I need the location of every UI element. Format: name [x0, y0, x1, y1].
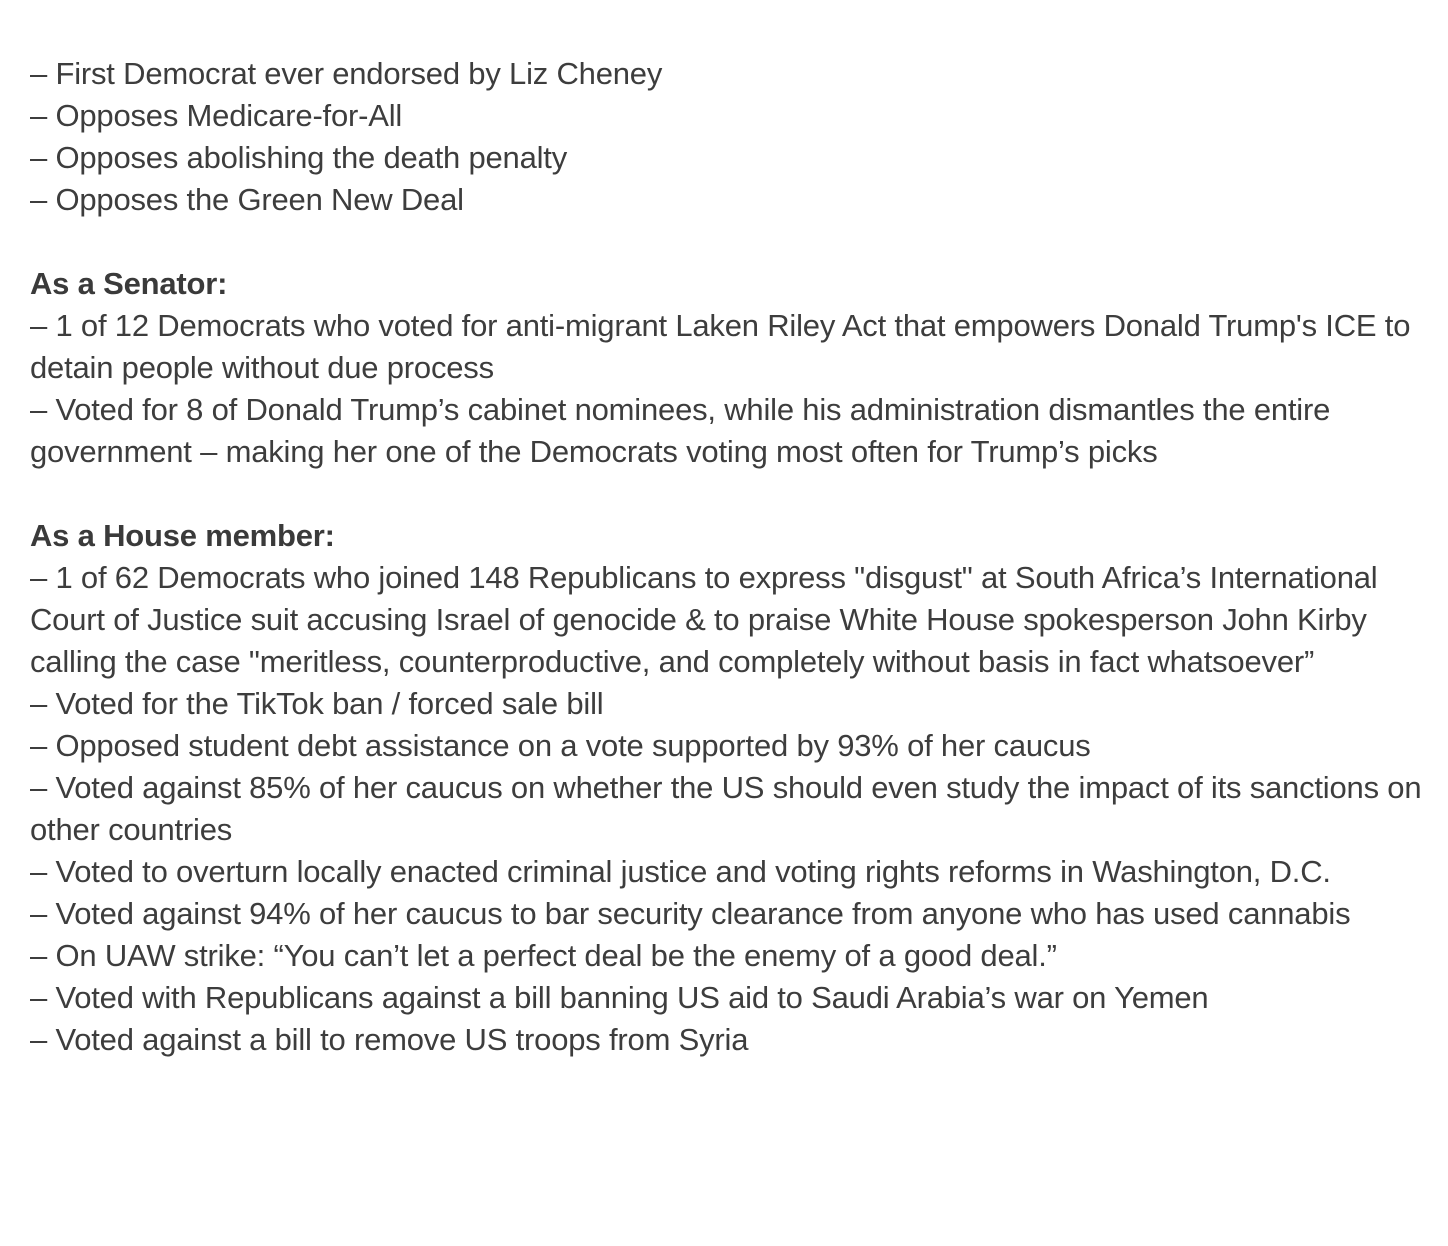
- senator-section: [30, 263, 1428, 473]
- list-item: – Opposes the Green New Deal: [30, 182, 464, 217]
- list-item: – 1 of 62 Democrats who joined 148 Republicans to express "disgust" at South Africa’s International Court of Justice suit accusing Israel of genocide & to praise White House spokesperson John Kirby calling the case "meritless, counterproductive, and completely without basis in fact whatsoever”: [30, 560, 1386, 679]
- list-item: – Opposes abolishing the death penalty: [30, 140, 568, 175]
- house-section: [30, 515, 1428, 1061]
- section-spacer: [30, 473, 1428, 515]
- section-spacer: [30, 221, 1428, 263]
- senator-heading: As a Senator:: [30, 266, 228, 301]
- list-item: – Voted with Republicans against a bill banning US aid to Saudi Arabia’s war on Yemen: [30, 980, 1209, 1015]
- intro-list: [30, 53, 1428, 221]
- list-item: – Voted for 8 of Donald Trump’s cabinet nominees, while his administration dismantles the entire government – making her one of the Democrats voting most often for Trump’s picks: [30, 392, 1339, 469]
- list-item: – On UAW strike: “You can’t let a perfect deal be the enemy of a good deal.”: [30, 938, 1057, 973]
- list-item: – 1 of 12 Democrats who voted for anti-migrant Laken Riley Act that empowers Donald Trump's ICE to detain people without due process: [30, 308, 1419, 385]
- list-item: – Opposes Medicare-for-All: [30, 98, 403, 133]
- house-heading: As a House member:: [30, 518, 335, 553]
- list-item: – Voted against 85% of her caucus on whether the US should even study the impact of its sanctions on other countries: [30, 770, 1430, 847]
- list-item: – First Democrat ever endorsed by Liz Cheney: [30, 56, 663, 91]
- list-item: – Voted against 94% of her caucus to bar security clearance from anyone who has used cannabis: [30, 896, 1351, 931]
- list-item: – Opposed student debt assistance on a vote supported by 93% of her caucus: [30, 728, 1091, 763]
- list-item: – Voted to overturn locally enacted criminal justice and voting rights reforms in Washington, D.C.: [30, 854, 1331, 889]
- list-item: – Voted for the TikTok ban / forced sale bill: [30, 686, 604, 721]
- list-item: – Voted against a bill to remove US troops from Syria: [30, 1022, 749, 1057]
